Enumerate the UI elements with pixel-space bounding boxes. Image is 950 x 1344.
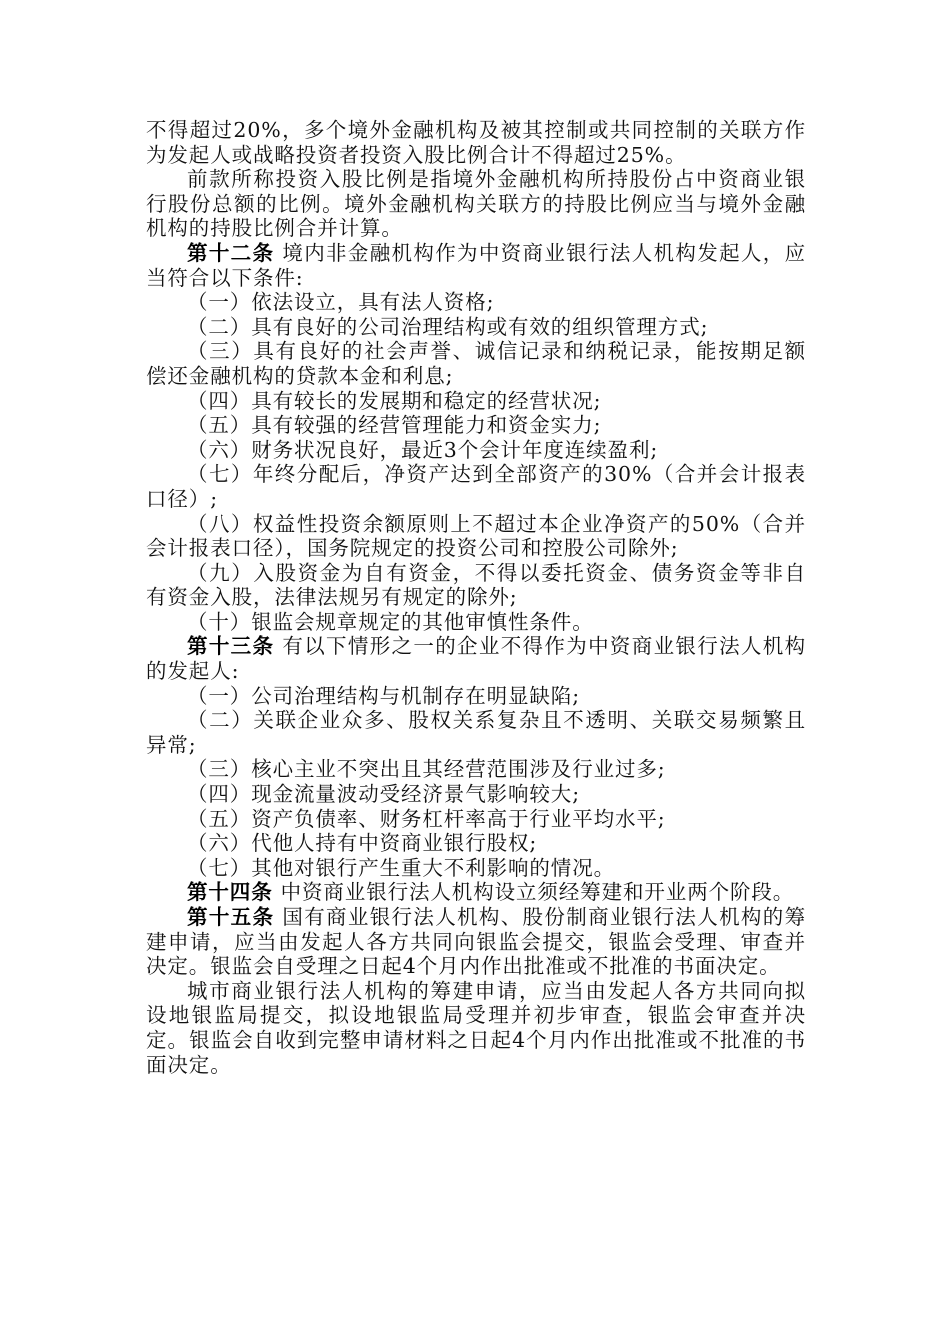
body-paragraph: [146, 167, 806, 241]
body-paragraph: [146, 315, 806, 340]
paragraph-text: （十）银监会规章规定的其他审慎性条件。: [187, 609, 594, 634]
paragraph-text: （一）公司治理结构与机制存在明显缺陷;: [187, 683, 581, 708]
body-paragraph: [146, 831, 806, 856]
body-paragraph: [146, 757, 806, 782]
paragraph-text: 城市商业银行法人机构的筹建申请，应当由发起人各方共同向拟设地银监局提交，拟设地银监局受理并初步审查，银监会审查并决定。银监会自收到完整申请材料之日起4个月内作出批准或不批准的书面决定。: [146, 978, 806, 1077]
paragraph-text: （五）资产负债率、财务杠杆率高于行业平均水平;: [187, 806, 666, 831]
body-paragraph: [146, 462, 806, 511]
body-paragraph: [146, 979, 806, 1077]
body-paragraph: [146, 856, 806, 881]
article-heading: 第十五条: [187, 905, 275, 929]
paragraph-text: （二）关联企业众多、股权关系复杂且不透明、关联交易频繁且异常;: [146, 708, 806, 757]
paragraph-text: 国有商业银行法人机构、股份制商业银行法人机构的筹建申请，应当由发起人各方共同向银监会提交，银监会受理、审查并决定。银监会自受理之日起4个月内作出批准或不批准的书面决定。: [146, 905, 806, 979]
body-paragraph: [146, 512, 806, 561]
paragraph-text: （七）其他对银行产生重大不利影响的情况。: [187, 855, 615, 880]
body-paragraph: [146, 708, 806, 757]
article-paragraph: [146, 880, 806, 905]
body-paragraph: [146, 438, 806, 463]
article-heading: 第十四条: [187, 880, 273, 905]
paragraph-text: （三）核心主业不突出且其经营范围涉及行业过多;: [187, 757, 666, 782]
body-paragraph: [146, 339, 806, 388]
body-paragraph: [146, 782, 806, 807]
document-page: [146, 118, 806, 1077]
body-paragraph: [146, 807, 806, 832]
paragraph-text: （四）具有较长的发展期和稳定的经营状况;: [187, 388, 602, 413]
paragraph-text: 不得超过20%，多个境外金融机构及被其控制或共同控制的关联方作为发起人或战略投资者投资入股比例合计不得超过25%。: [146, 118, 806, 167]
paragraph-text: （七）年终分配后，净资产达到全部资产的30%（合并会计报表口径）;: [146, 462, 806, 511]
paragraph-text: （九）入股资金为自有资金，不得以委托资金、债务资金等非自有资金入股，法律法规另有规定的除外;: [146, 560, 806, 610]
body-paragraph: [146, 118, 806, 167]
body-paragraph: [146, 413, 806, 438]
paragraph-text: （六）代他人持有中资商业银行股权;: [187, 831, 538, 856]
paragraph-text: 境内非金融机构作为中资商业银行法人机构发起人，应当符合以下条件:: [146, 240, 806, 290]
body-paragraph: [146, 684, 806, 709]
body-paragraph: [146, 389, 806, 414]
body-paragraph: [146, 290, 806, 315]
paragraph-text: 有以下情形之一的企业不得作为中资商业银行法人机构的发起人:: [146, 634, 806, 684]
paragraph-text: （二）具有良好的公司治理结构或有效的组织管理方式;: [187, 314, 709, 339]
article-heading: 第十二条: [187, 240, 275, 265]
paragraph-text: （三）具有良好的社会声誉、诚信记录和纳税记录，能按期足额偿还金融机构的贷款本金和利息;: [146, 339, 806, 388]
paragraph-text: （八）权益性投资余额原则上不超过本企业净资产的50%（合并会计报表口径），国务院规定的投资公司和控股公司除外;: [146, 511, 806, 561]
paragraph-text: （一）依法设立，具有法人资格;: [187, 290, 495, 315]
body-paragraph: [146, 610, 806, 635]
article-paragraph: [146, 905, 806, 979]
paragraph-text: （六）财务状况良好，最近3个会计年度连续盈利;: [187, 437, 659, 462]
article-paragraph: [146, 241, 806, 290]
body-paragraph: [146, 561, 806, 610]
paragraph-text: （四）现金流量波动受经济景气影响较大;: [187, 782, 581, 807]
paragraph-text: （五）具有较强的经营管理能力和资金实力;: [187, 413, 602, 438]
paragraph-text: 前款所称投资入股比例是指境外金融机构所持股份占中资商业银行股份总额的比例。境外金融机构关联方的持股比例应当与境外金融机构的持股比例合并计算。: [146, 167, 806, 241]
article-heading: 第十三条: [187, 634, 275, 659]
article-paragraph: [146, 634, 806, 683]
paragraph-text: 中资商业银行法人机构设立须经筹建和开业两个阶段。: [280, 880, 795, 905]
